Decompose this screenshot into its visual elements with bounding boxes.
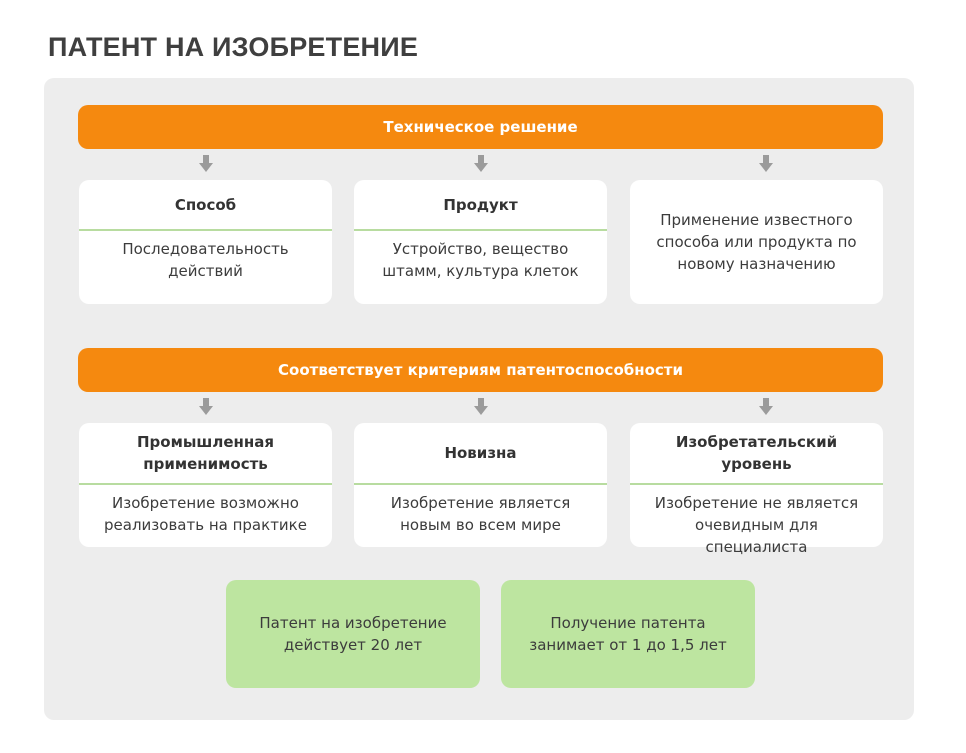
card-heading: Продукт xyxy=(354,180,607,231)
card-novelty xyxy=(354,423,607,547)
arrow-down-icon xyxy=(759,398,773,416)
card-heading: Изобретательский уровень xyxy=(630,423,883,485)
card-product xyxy=(354,180,607,304)
card-inventive-step xyxy=(630,423,883,556)
card-text: Изобретение не является очевидным для специалиста xyxy=(654,494,859,556)
card-application xyxy=(630,180,883,304)
card-method xyxy=(79,180,332,304)
card-heading: Способ xyxy=(79,180,332,231)
arrow-down-icon xyxy=(759,155,773,173)
arrow-down-icon xyxy=(474,398,488,416)
arrow-down-icon xyxy=(474,155,488,173)
card-text: Устройство, вещество штамм, культура клеток xyxy=(382,240,579,280)
card-text: Последовательность действий xyxy=(122,240,289,280)
note-patent-term: Патент на изобретение действует 20 лет xyxy=(226,580,480,688)
card-heading: Промышленная применимость xyxy=(79,423,332,485)
arrow-down-icon xyxy=(199,155,213,173)
arrow-down-icon xyxy=(199,398,213,416)
patentability-criteria-bar: Соответствует критериям патентоспособности xyxy=(78,348,883,392)
technical-solution-bar: Техническое решение xyxy=(78,105,883,149)
note-grant-duration: Получение патента занимает от 1 до 1,5 лет xyxy=(501,580,755,688)
card-text: Изобретение является новым во всем мире xyxy=(390,494,571,534)
card-text: Применение известного способа или продукта по новому назначению xyxy=(656,211,857,273)
card-text: Изобретение возможно реализовать на практике xyxy=(104,494,307,534)
page-title: ПАТЕНТ НА ИЗОБРЕТЕНИЕ xyxy=(48,32,419,62)
card-industrial-applicability xyxy=(79,423,332,547)
card-heading: Новизна xyxy=(354,423,607,485)
